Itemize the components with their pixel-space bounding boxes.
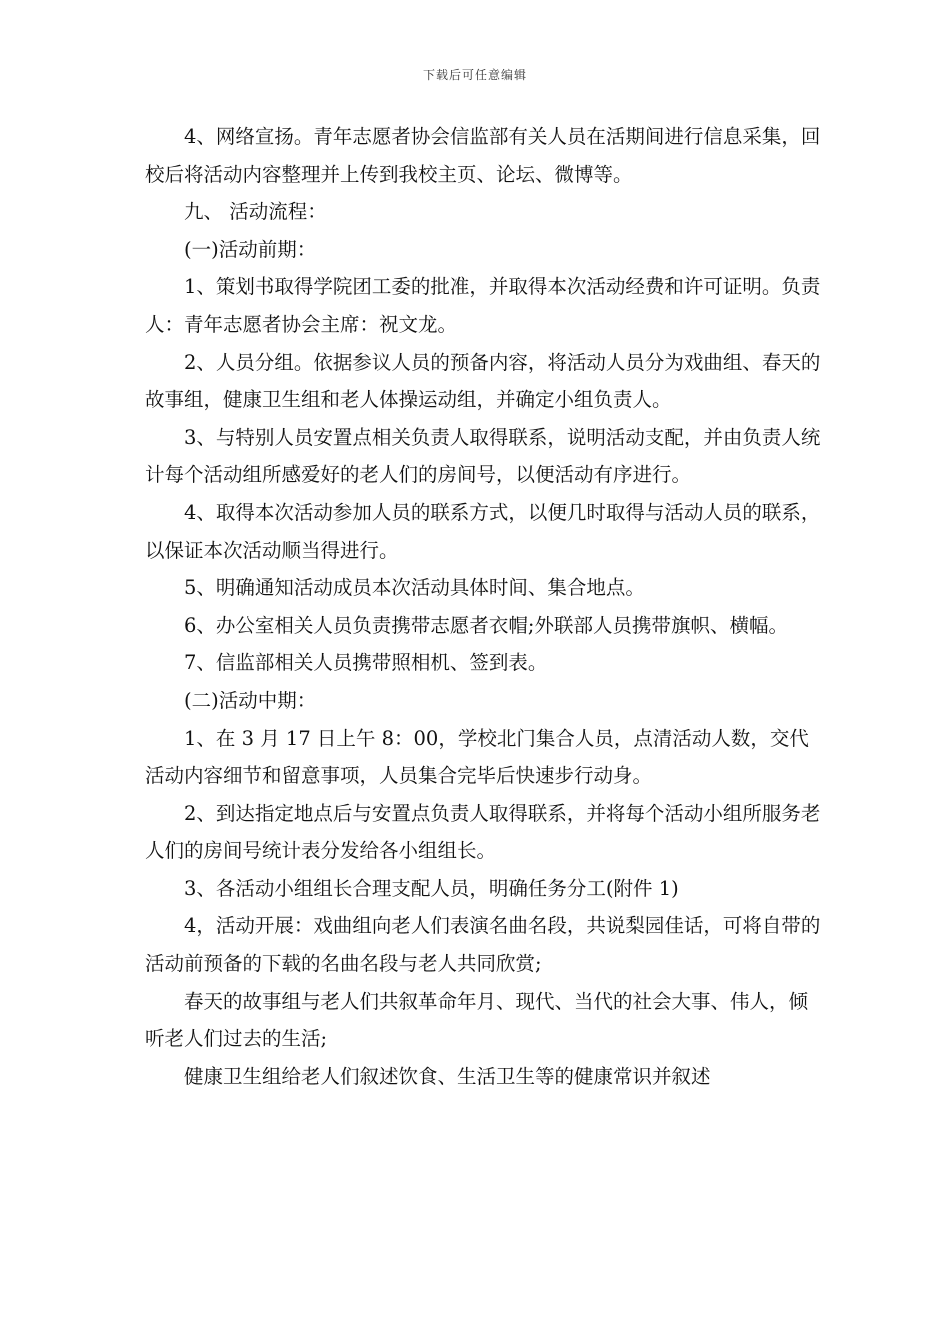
subheading-mid-activity: (二)活动中期： xyxy=(184,688,317,712)
paragraph-mid-3: 3、各活动小组组长合理支配人员，明确任务分工(附件 1) xyxy=(184,876,679,900)
paragraph-pre-4: 4、取得本次活动参加人员的联系方式，以便几时取得与活动人员的联系，以保证本次活动顺当得进行。 xyxy=(145,500,821,562)
paragraph-pre-3: 3、与特别人员安置点相关负责人取得联系，说明活动支配，并由负责人统计每个活动组所感爱好的老人们的房间号，以便活动有序进行。 xyxy=(145,425,821,487)
paragraph-health-group: 健康卫生组给老人们叙述饮食、生活卫生等的健康常识并叙述 xyxy=(184,1064,711,1088)
paragraph-mid-2: 2、到达指定地点后与安置点负责人取得联系，并将每个活动小组所服务老人们的房间号统计表分发给各小组组长。 xyxy=(145,801,821,863)
page-header-note: 下载后可任意编辑 xyxy=(422,68,527,82)
paragraph-mid-4: 4，活动开展：戏曲组向老人们表演名曲名段，共说梨园佳话，可将自带的活动前预备的下载的名曲名段与老人共同欣赏; xyxy=(145,914,821,976)
paragraph-pre-1: 1、策划书取得学院团工委的批准，并取得本次活动经费和许可证明。负责人：青年志愿者协会主席：祝文龙。 xyxy=(145,275,821,336)
paragraph-pre-6: 6、办公室相关人员负责携带志愿者衣帽;外联部人员携带旗帜、横幅。 xyxy=(184,613,788,637)
document-body xyxy=(145,118,825,1095)
paragraph-mid-1: 1、在 3 月 17 日上午 8：00，学校北门集合人员，点清活动人数，交代活动内容细节和留意事项，人员集合完毕后快速步行动身。 xyxy=(145,726,809,788)
paragraph-pre-2: 2、人员分组。依据参议人员的预备内容，将活动人员分为戏曲组、春天的故事组，健康卫生组和老人体操运动组，并确定小组负责人。 xyxy=(145,350,821,412)
section-heading-activity-flow: 九、 活动流程： xyxy=(184,200,327,224)
subheading-pre-activity: (一)活动前期： xyxy=(184,237,317,261)
paragraph-pre-5: 5、明确通知活动成员本次活动具体时间、集合地点。 xyxy=(184,576,645,600)
paragraph-network-promotion: 4、网络宣扬。青年志愿者协会信监部有关人员在活期间进行信息采集，回校后将活动内容整理并上传到我校主页、论坛、微博等。 xyxy=(145,125,821,186)
paragraph-spring-story-group: 春天的故事组与老人们共叙革命年月、现代、当代的社会大事、伟人，倾听老人们过去的生活; xyxy=(145,989,809,1051)
paragraph-pre-7: 7、信监部相关人员携带照相机、签到表。 xyxy=(184,651,548,675)
